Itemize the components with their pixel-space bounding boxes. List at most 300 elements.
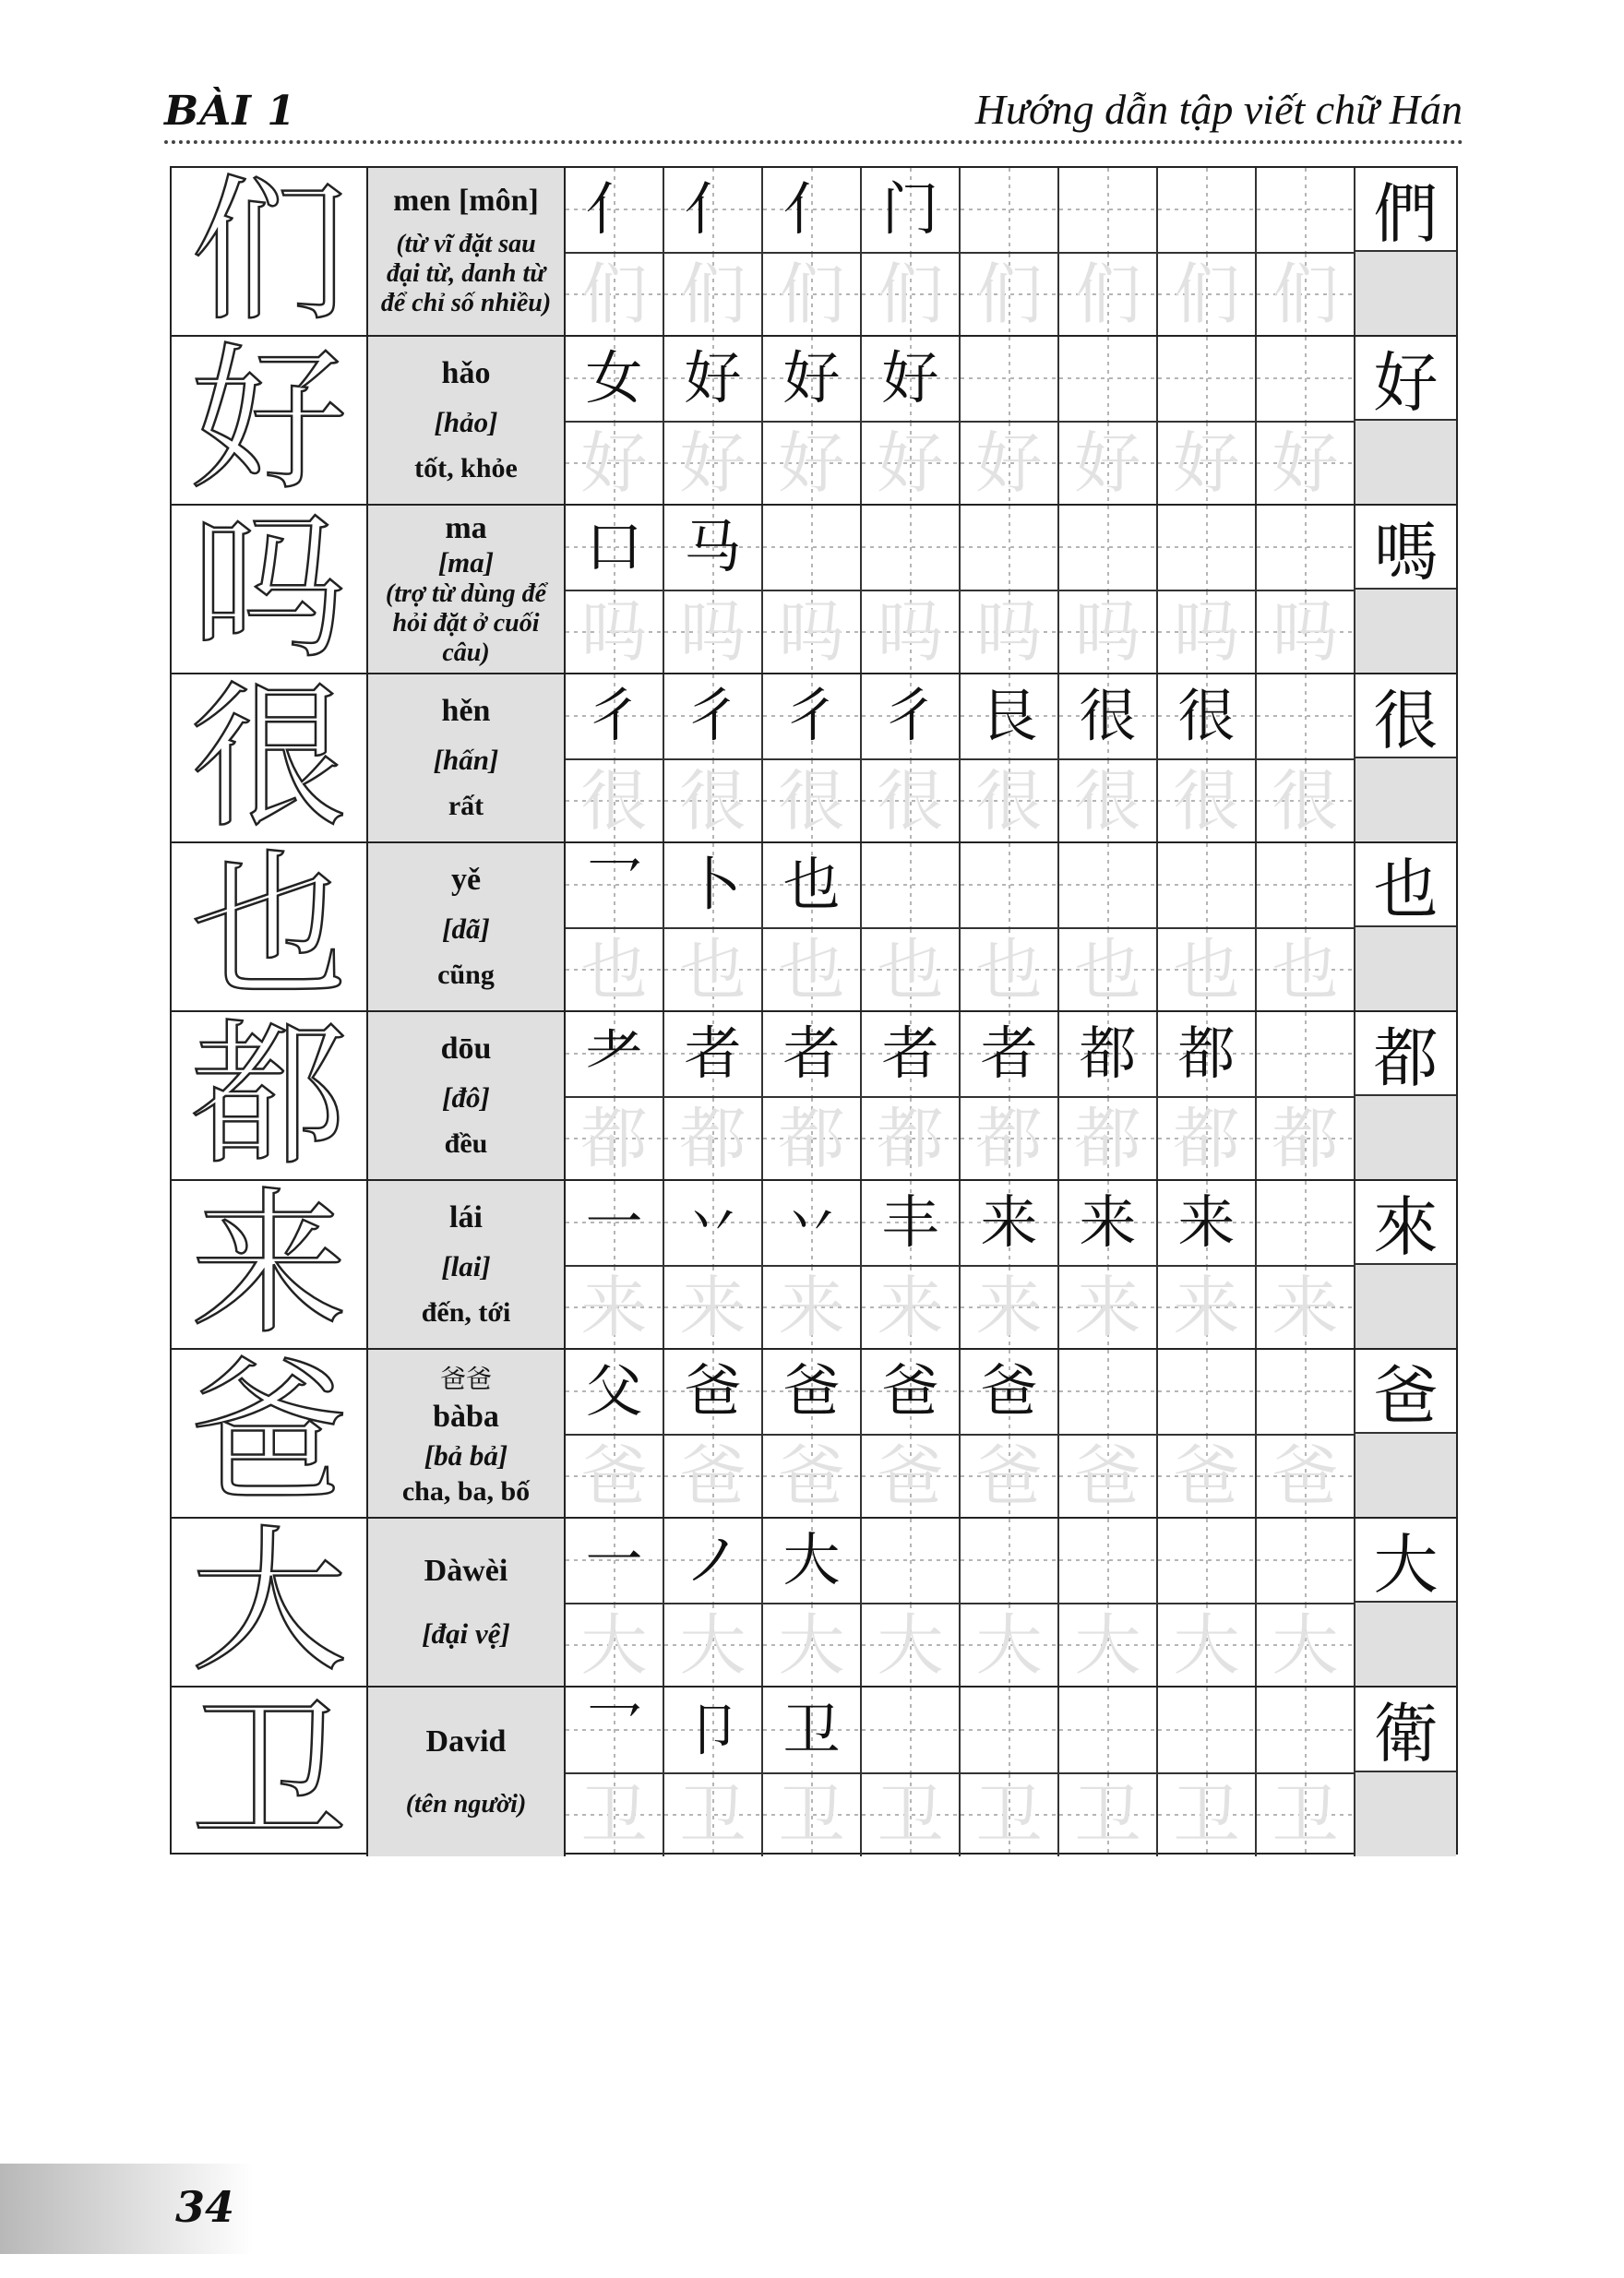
- trace-cell[interactable]: [566, 1096, 664, 1180]
- stroke-step: 来: [980, 1188, 1038, 1257]
- trace-character: 很: [1074, 761, 1141, 840]
- stroke-cell[interactable]: [664, 843, 763, 927]
- trace-character: 很: [679, 761, 746, 840]
- trace-cell[interactable]: [1059, 590, 1158, 674]
- trace-character: 都: [975, 1099, 1043, 1177]
- trace-character: 爸: [877, 1437, 944, 1515]
- traditional-column: [1355, 506, 1456, 673]
- stroke-cell[interactable]: [1059, 843, 1158, 927]
- model-character: 都: [172, 1012, 368, 1179]
- traditional-column: [1355, 1012, 1456, 1179]
- stroke-cell[interactable]: [961, 843, 1059, 927]
- trace-character: 吗: [1074, 592, 1141, 671]
- stroke-cell[interactable]: [862, 337, 961, 421]
- trace-cell[interactable]: [1158, 758, 1257, 842]
- stroke-step: 丷: [684, 1188, 742, 1257]
- stroke-cell[interactable]: [763, 1012, 862, 1096]
- model-character: 吗: [172, 506, 368, 673]
- trace-character: 们: [679, 255, 746, 333]
- trace-cell[interactable]: [1158, 1434, 1257, 1518]
- trace-character: 们: [1173, 255, 1240, 333]
- trace-character: 大: [1173, 1605, 1240, 1684]
- stroke-cell[interactable]: [664, 168, 763, 252]
- trace-cell[interactable]: [763, 1603, 862, 1687]
- stroke-cell[interactable]: [566, 506, 664, 590]
- trace-cell[interactable]: [862, 421, 961, 505]
- trace-cell[interactable]: [862, 1772, 961, 1857]
- trace-cell[interactable]: [763, 927, 862, 1011]
- trace-cell[interactable]: [566, 1603, 664, 1687]
- trace-character: 卫: [580, 1776, 648, 1855]
- trace-cell[interactable]: [763, 421, 862, 505]
- trace-cell[interactable]: [1158, 1772, 1257, 1857]
- stroke-step: 爸: [684, 1357, 742, 1425]
- stroke-step: 好: [782, 344, 841, 412]
- stroke-step: [961, 337, 1057, 421]
- stroke-step: [1158, 1519, 1255, 1603]
- stroke-cell[interactable]: [566, 674, 664, 758]
- trace-cell[interactable]: [566, 1434, 664, 1518]
- info-line: [hảo]: [434, 405, 498, 438]
- trace-cell[interactable]: [566, 1772, 664, 1857]
- writing-grid: [566, 674, 1355, 841]
- stroke-step: [1257, 337, 1354, 421]
- trace-cell[interactable]: [566, 927, 664, 1011]
- trace-cell[interactable]: [862, 252, 961, 336]
- stroke-cell[interactable]: [961, 1519, 1059, 1603]
- stroke-step: [1158, 506, 1255, 590]
- info-line: lái: [449, 1200, 483, 1235]
- trace-cell[interactable]: [1059, 421, 1158, 505]
- trace-character: 来: [1173, 1268, 1240, 1346]
- stroke-step: 艮: [980, 682, 1038, 750]
- practice-row: [172, 1004, 1456, 1187]
- stroke-cell[interactable]: [664, 1519, 763, 1603]
- stroke-cell[interactable]: [1059, 1012, 1158, 1096]
- stroke-step: 爸: [980, 1357, 1038, 1425]
- stroke-cell[interactable]: [566, 1012, 664, 1096]
- traditional-character: 衛: [1355, 1688, 1456, 1772]
- trace-cell[interactable]: [1257, 590, 1355, 674]
- trace-character: 卫: [679, 1776, 746, 1855]
- trace-character: 也: [877, 930, 944, 1008]
- trace-cell[interactable]: [862, 927, 961, 1011]
- stroke-cell[interactable]: [763, 506, 862, 590]
- stroke-cell[interactable]: [1059, 1181, 1158, 1265]
- stroke-cell[interactable]: [862, 1688, 961, 1772]
- stroke-cell[interactable]: [664, 1181, 763, 1265]
- trace-cell[interactable]: [664, 421, 763, 505]
- info-line: (trợ từ dùng để hỏi đặt ở cuối câu): [385, 579, 547, 668]
- traditional-character: 很: [1355, 674, 1456, 758]
- trace-cell[interactable]: [961, 1096, 1059, 1180]
- traditional-character: 也: [1355, 843, 1456, 927]
- trace-cell[interactable]: [862, 1096, 961, 1180]
- character-info: [368, 1012, 566, 1179]
- trace-cell[interactable]: [1158, 1265, 1257, 1349]
- trace-character: 大: [975, 1605, 1043, 1684]
- stroke-cell[interactable]: [1257, 843, 1355, 927]
- stroke-step: [1257, 1181, 1354, 1265]
- stroke-step: [1158, 843, 1255, 927]
- trace-character: 好: [1173, 423, 1240, 502]
- trace-cell[interactable]: [1257, 1772, 1355, 1857]
- stroke-step: 亻: [684, 175, 742, 244]
- model-character: 来: [172, 1181, 368, 1348]
- info-line: men [môn]: [393, 184, 539, 219]
- stroke-step: 彳: [881, 682, 939, 750]
- stroke-cell[interactable]: [664, 337, 763, 421]
- info-line: cũng: [437, 959, 495, 990]
- trace-cell[interactable]: [763, 252, 862, 336]
- writing-grid: [566, 168, 1355, 335]
- info-line: hǎo: [441, 356, 491, 391]
- trace-cell[interactable]: [862, 1265, 961, 1349]
- stroke-cell[interactable]: [566, 337, 664, 421]
- writing-grid: [566, 1350, 1355, 1517]
- stroke-cell[interactable]: [664, 1688, 763, 1772]
- stroke-cell[interactable]: [1257, 1181, 1355, 1265]
- model-character: 也: [172, 843, 368, 1010]
- trace-character: 大: [1074, 1605, 1141, 1684]
- stroke-cell[interactable]: [862, 1350, 961, 1434]
- trace-cell[interactable]: [566, 590, 664, 674]
- stroke-cell[interactable]: [862, 168, 961, 252]
- trace-character: 吗: [1272, 592, 1339, 671]
- stroke-cell[interactable]: [1059, 337, 1158, 421]
- trace-cell[interactable]: [763, 590, 862, 674]
- trace-character: 好: [679, 423, 746, 502]
- character-info: [368, 506, 566, 673]
- stroke-step: [1059, 1688, 1156, 1772]
- trace-cell[interactable]: [1059, 1265, 1158, 1349]
- trace-cell[interactable]: [1257, 927, 1355, 1011]
- trace-character: 都: [580, 1099, 648, 1177]
- trace-cell[interactable]: [961, 1265, 1059, 1349]
- stroke-cell[interactable]: [566, 843, 664, 927]
- trace-character: 卫: [975, 1776, 1043, 1855]
- trace-character: 很: [975, 761, 1043, 840]
- trace-character: 很: [1272, 761, 1339, 840]
- stroke-cell[interactable]: [961, 337, 1059, 421]
- model-character: 好: [172, 337, 368, 504]
- info-line: rất: [448, 790, 484, 821]
- trace-character: 都: [877, 1099, 944, 1177]
- stroke-cell[interactable]: [1158, 674, 1257, 758]
- trace-character: 好: [778, 423, 845, 502]
- stroke-step: [1257, 1519, 1354, 1603]
- trace-cell[interactable]: [961, 758, 1059, 842]
- stroke-step: 来: [1079, 1188, 1137, 1257]
- trace-cell[interactable]: [862, 1434, 961, 1518]
- stroke-step: 好: [881, 344, 939, 412]
- trace-character: 好: [1272, 423, 1339, 502]
- trace-cell[interactable]: [763, 1434, 862, 1518]
- stroke-cell[interactable]: [763, 843, 862, 927]
- trace-character: 卫: [1173, 1776, 1240, 1855]
- traditional-character: 爸: [1355, 1350, 1456, 1434]
- trace-cell[interactable]: [961, 421, 1059, 505]
- stroke-cell[interactable]: [763, 674, 862, 758]
- trace-character: 都: [778, 1099, 845, 1177]
- trace-cell[interactable]: [664, 1265, 763, 1349]
- stroke-step: 者: [684, 1020, 742, 1088]
- stroke-cell[interactable]: [1059, 1688, 1158, 1772]
- trace-cell[interactable]: [566, 758, 664, 842]
- traditional-character: 好: [1355, 337, 1456, 421]
- character-info: [368, 1181, 566, 1348]
- stroke-cell[interactable]: [1158, 1688, 1257, 1772]
- trace-character: 吗: [580, 592, 648, 671]
- stroke-cell[interactable]: [1257, 1350, 1355, 1434]
- stroke-cell[interactable]: [862, 1519, 961, 1603]
- traditional-column: [1355, 1688, 1456, 1856]
- stroke-cell[interactable]: [1158, 1350, 1257, 1434]
- stroke-step: 卜: [684, 851, 742, 919]
- stroke-step: 彳: [684, 682, 742, 750]
- trace-cell[interactable]: [1257, 421, 1355, 505]
- stroke-step: 者: [782, 1020, 841, 1088]
- stroke-step: 父: [585, 1357, 643, 1425]
- trace-cell[interactable]: [1059, 1772, 1158, 1857]
- trace-cell[interactable]: [1257, 1434, 1355, 1518]
- stroke-cell[interactable]: [961, 1181, 1059, 1265]
- trace-character: 们: [975, 255, 1043, 333]
- stroke-cell[interactable]: [961, 1012, 1059, 1096]
- stroke-cell[interactable]: [1158, 843, 1257, 927]
- stroke-cell[interactable]: [1059, 168, 1158, 252]
- stroke-cell[interactable]: [1059, 506, 1158, 590]
- trace-cell[interactable]: [566, 252, 664, 336]
- trace-character: 们: [1074, 255, 1141, 333]
- stroke-cell[interactable]: [1257, 506, 1355, 590]
- stroke-cell[interactable]: [763, 1181, 862, 1265]
- stroke-step: [1059, 1519, 1156, 1603]
- trace-cell[interactable]: [664, 1772, 763, 1857]
- stroke-cell[interactable]: [763, 168, 862, 252]
- stroke-cell[interactable]: [763, 1350, 862, 1434]
- practice-row: [172, 1510, 1456, 1694]
- stroke-step: 丷: [782, 1188, 841, 1257]
- stroke-step: [1257, 1688, 1354, 1772]
- trace-character: 来: [1272, 1268, 1339, 1346]
- trace-cell[interactable]: [1257, 1603, 1355, 1687]
- stroke-step: 者: [980, 1020, 1038, 1088]
- stroke-step: [1158, 1350, 1255, 1434]
- stroke-cell[interactable]: [1257, 1519, 1355, 1603]
- writing-grid: [566, 1688, 1355, 1856]
- stroke-cell[interactable]: [566, 1350, 664, 1434]
- stroke-cell[interactable]: [961, 1350, 1059, 1434]
- trace-character: 吗: [679, 592, 746, 671]
- stroke-step: [1158, 168, 1255, 252]
- stroke-step: 乛: [585, 1695, 643, 1763]
- trace-cell[interactable]: [1257, 1265, 1355, 1349]
- trace-cell[interactable]: [961, 1434, 1059, 1518]
- stroke-step: 彳: [782, 682, 841, 750]
- trace-cell[interactable]: [1059, 1096, 1158, 1180]
- stroke-cell[interactable]: [664, 1012, 763, 1096]
- character-info: [368, 1688, 566, 1856]
- writing-grid: [566, 1012, 1355, 1179]
- stroke-cell[interactable]: [961, 168, 1059, 252]
- trace-cell[interactable]: [664, 927, 763, 1011]
- stroke-step: [1257, 1350, 1354, 1434]
- trace-cell[interactable]: [664, 1603, 763, 1687]
- stroke-step: 乛: [585, 851, 643, 919]
- info-line: bàba: [433, 1400, 499, 1435]
- stroke-cell[interactable]: [961, 506, 1059, 590]
- stroke-cell[interactable]: [1257, 674, 1355, 758]
- stroke-cell[interactable]: [566, 168, 664, 252]
- stroke-cell[interactable]: [1158, 168, 1257, 252]
- stroke-cell[interactable]: [862, 843, 961, 927]
- trace-cell[interactable]: [1158, 927, 1257, 1011]
- stroke-step: 都: [1079, 1020, 1137, 1088]
- stroke-cell[interactable]: [763, 337, 862, 421]
- stroke-cell[interactable]: [1158, 1012, 1257, 1096]
- trace-cell[interactable]: [862, 1603, 961, 1687]
- stroke-cell[interactable]: [763, 1519, 862, 1603]
- traditional-column: [1355, 674, 1456, 841]
- trace-cell[interactable]: [961, 590, 1059, 674]
- stroke-cell[interactable]: [763, 1688, 862, 1772]
- trace-cell[interactable]: [961, 252, 1059, 336]
- trace-character: 都: [679, 1099, 746, 1177]
- trace-cell[interactable]: [763, 1096, 862, 1180]
- info-line: hěn: [441, 694, 491, 729]
- stroke-cell[interactable]: [1257, 1012, 1355, 1096]
- stroke-cell[interactable]: [566, 1519, 664, 1603]
- trace-cell[interactable]: [1158, 252, 1257, 336]
- trace-cell[interactable]: [862, 758, 961, 842]
- trace-character: 爸: [1074, 1437, 1141, 1515]
- info-line: [đại vệ]: [422, 1617, 510, 1651]
- trace-cell[interactable]: [1059, 252, 1158, 336]
- trace-character: 也: [1074, 930, 1141, 1008]
- stroke-cell[interactable]: [566, 1181, 664, 1265]
- stroke-step: 一: [585, 1526, 643, 1594]
- practice-row: [172, 835, 1456, 1019]
- trace-cell[interactable]: [961, 1772, 1059, 1857]
- stroke-cell[interactable]: [1059, 674, 1158, 758]
- stroke-step: [1059, 506, 1156, 590]
- stroke-cell[interactable]: [1257, 168, 1355, 252]
- stroke-cell[interactable]: [664, 1350, 763, 1434]
- info-line: dōu: [440, 1032, 492, 1067]
- stroke-step: 爸: [782, 1357, 841, 1425]
- trace-cell[interactable]: [763, 1265, 862, 1349]
- info-line: (từ vĩ đặt sau đại từ, danh từ để chỉ số nhiều): [380, 229, 552, 318]
- trace-cell[interactable]: [1158, 590, 1257, 674]
- stroke-step: 者: [881, 1020, 939, 1088]
- stroke-cell[interactable]: [1158, 506, 1257, 590]
- trace-character: 吗: [975, 592, 1043, 671]
- stroke-step: [763, 506, 860, 590]
- trace-cell[interactable]: [961, 927, 1059, 1011]
- stroke-cell[interactable]: [961, 674, 1059, 758]
- stroke-cell[interactable]: [664, 506, 763, 590]
- stroke-step: 卫: [782, 1695, 841, 1763]
- trace-character: 都: [1272, 1099, 1339, 1177]
- trace-cell[interactable]: [566, 421, 664, 505]
- trace-cell[interactable]: [1257, 758, 1355, 842]
- trace-cell[interactable]: [664, 1096, 763, 1180]
- stroke-cell[interactable]: [1059, 1350, 1158, 1434]
- trace-cell[interactable]: [763, 1772, 862, 1857]
- stroke-cell[interactable]: [862, 506, 961, 590]
- stroke-step: [1257, 506, 1354, 590]
- stroke-step: 很: [1177, 682, 1236, 750]
- trace-character: 也: [975, 930, 1043, 1008]
- stroke-cell[interactable]: [566, 1688, 664, 1772]
- trace-character: 们: [877, 255, 944, 333]
- trace-cell[interactable]: [1257, 252, 1355, 336]
- trace-cell[interactable]: [1257, 1096, 1355, 1180]
- stroke-cell[interactable]: [961, 1688, 1059, 1772]
- trace-cell[interactable]: [1158, 421, 1257, 505]
- trace-character: 大: [679, 1605, 746, 1684]
- stroke-cell[interactable]: [1158, 337, 1257, 421]
- stroke-cell[interactable]: [664, 674, 763, 758]
- stroke-cell[interactable]: [862, 1012, 961, 1096]
- practice-row: [172, 1680, 1456, 1864]
- trace-character: 大: [877, 1605, 944, 1684]
- writing-grid: [566, 843, 1355, 1010]
- stroke-cell[interactable]: [1059, 1519, 1158, 1603]
- trace-cell[interactable]: [664, 1434, 763, 1518]
- model-character: 大: [172, 1519, 368, 1686]
- trace-cell[interactable]: [664, 590, 763, 674]
- info-line: [đô]: [442, 1080, 490, 1114]
- practice-row: [172, 328, 1456, 512]
- page-title: Hướng dẫn tập viết chữ Hán: [974, 86, 1463, 133]
- trace-character: 爸: [975, 1437, 1043, 1515]
- trace-character: 来: [1074, 1268, 1141, 1346]
- trace-cell[interactable]: [566, 1265, 664, 1349]
- trace-cell[interactable]: [763, 758, 862, 842]
- trace-cell[interactable]: [1059, 758, 1158, 842]
- stroke-step: ノ: [684, 1526, 742, 1594]
- trace-cell[interactable]: [961, 1603, 1059, 1687]
- stroke-step: [1059, 337, 1156, 421]
- trace-cell[interactable]: [1158, 1096, 1257, 1180]
- stroke-cell[interactable]: [862, 674, 961, 758]
- info-line: (tên người): [405, 1790, 527, 1819]
- stroke-step: [1257, 168, 1354, 252]
- stroke-cell[interactable]: [1257, 337, 1355, 421]
- trace-character: 大: [1272, 1605, 1339, 1684]
- stroke-cell[interactable]: [862, 1181, 961, 1265]
- trace-cell[interactable]: [1059, 927, 1158, 1011]
- stroke-step: 好: [684, 344, 742, 412]
- practice-row: [172, 160, 1456, 343]
- trace-cell[interactable]: [862, 590, 961, 674]
- trace-cell[interactable]: [664, 758, 763, 842]
- trace-character: 很: [580, 761, 648, 840]
- trace-cell[interactable]: [1059, 1603, 1158, 1687]
- trace-cell[interactable]: [664, 252, 763, 336]
- trace-cell[interactable]: [1158, 1603, 1257, 1687]
- stroke-cell[interactable]: [1158, 1181, 1257, 1265]
- stroke-cell[interactable]: [1257, 1688, 1355, 1772]
- traditional-character: 嗎: [1355, 506, 1456, 590]
- trace-character: 也: [679, 930, 746, 1008]
- info-line: [bả bả]: [424, 1438, 508, 1472]
- stroke-cell[interactable]: [1158, 1519, 1257, 1603]
- practice-row: [172, 1342, 1456, 1525]
- trace-cell[interactable]: [1059, 1434, 1158, 1518]
